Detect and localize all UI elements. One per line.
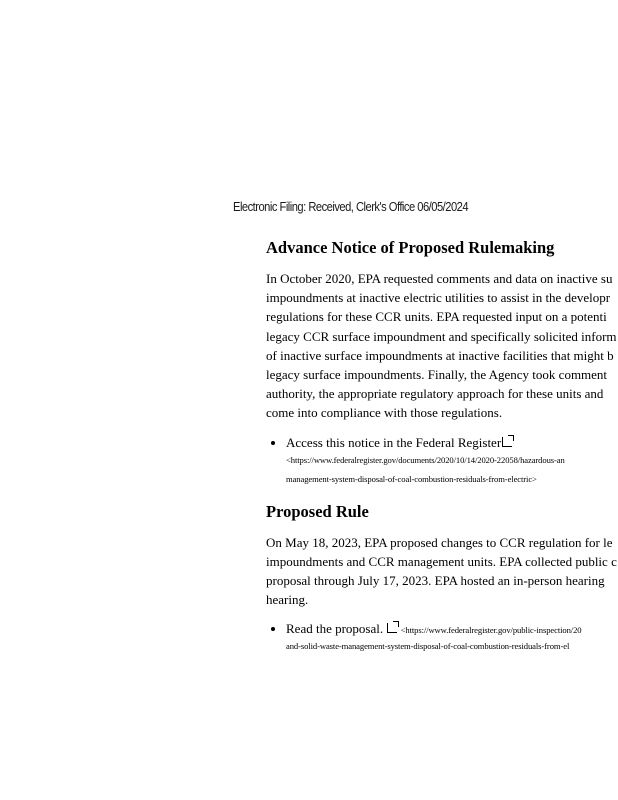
proposed-rule-paragraph xyxy=(266,533,618,610)
federal-register-link[interactable]: Access this notice in the Federal Register xyxy=(286,434,502,450)
paragraph-line: legacy surface impoundments. Finally, the Agency took comment xyxy=(266,367,608,383)
paragraph-line: In October 2020, EPA requested comments and data on inactive su xyxy=(266,271,613,286)
paragraph-line: impoundments and CCR management units. EPA collected public c xyxy=(266,553,617,569)
anpr-paragraph xyxy=(266,269,618,423)
list-item xyxy=(286,621,618,656)
paragraph-line: impoundments at inactive electric utilities to assist in the developr xyxy=(266,290,611,306)
read-proposal-link[interactable]: Read the proposal. xyxy=(286,621,384,637)
paragraph-line: authority, the appropriate regulatory approach for these units and xyxy=(266,386,604,402)
paragraph-line: proposal through July 17, 2023. EPA hosted an in-person hearing xyxy=(266,573,605,589)
paragraph-line: hearing. xyxy=(266,592,309,608)
federal-register-url[interactable]: <https://www.federalregister.gov/documents/2020/10/14/2020-22058/hazardous-an xyxy=(286,454,565,465)
proposal-url-continued[interactable]: and-solid-waste-management-system-disposal-of-coal-combustion-residuals-from-el xyxy=(286,641,570,652)
section-heading-anpr: Advance Notice of Proposed Rulemaking xyxy=(266,238,555,257)
federal-register-url-continued[interactable]: management-system-disposal-of-coal-combustion-residuals-from-electric> xyxy=(286,473,537,484)
filing-stamp: Electronic Filing: Received, Clerk's Office 06/05/2024 xyxy=(233,199,469,214)
external-link-icon xyxy=(502,437,512,447)
proposal-url[interactable]: <https://www.federalregister.gov/public-inspection/20 xyxy=(400,625,582,636)
paragraph-line: come into compliance with those regulations. xyxy=(266,405,503,421)
document-content xyxy=(266,237,618,656)
external-link-icon xyxy=(387,623,397,633)
paragraph-line: of inactive surface impoundments at inactive facilities that might b xyxy=(266,347,614,363)
paragraph-line: On May 18, 2023, EPA proposed changes to CCR regulation for le xyxy=(266,534,613,550)
proposed-rule-link-list xyxy=(266,621,618,656)
list-item xyxy=(286,435,618,489)
paragraph-line: regulations for these CCR units. EPA requested input on a potenti xyxy=(266,309,607,325)
paragraph-line: legacy CCR surface impoundment and specifically solicited inform xyxy=(266,328,617,344)
anpr-link-list xyxy=(266,435,618,489)
section-heading-proposed-rule: Proposed Rule xyxy=(266,501,369,521)
